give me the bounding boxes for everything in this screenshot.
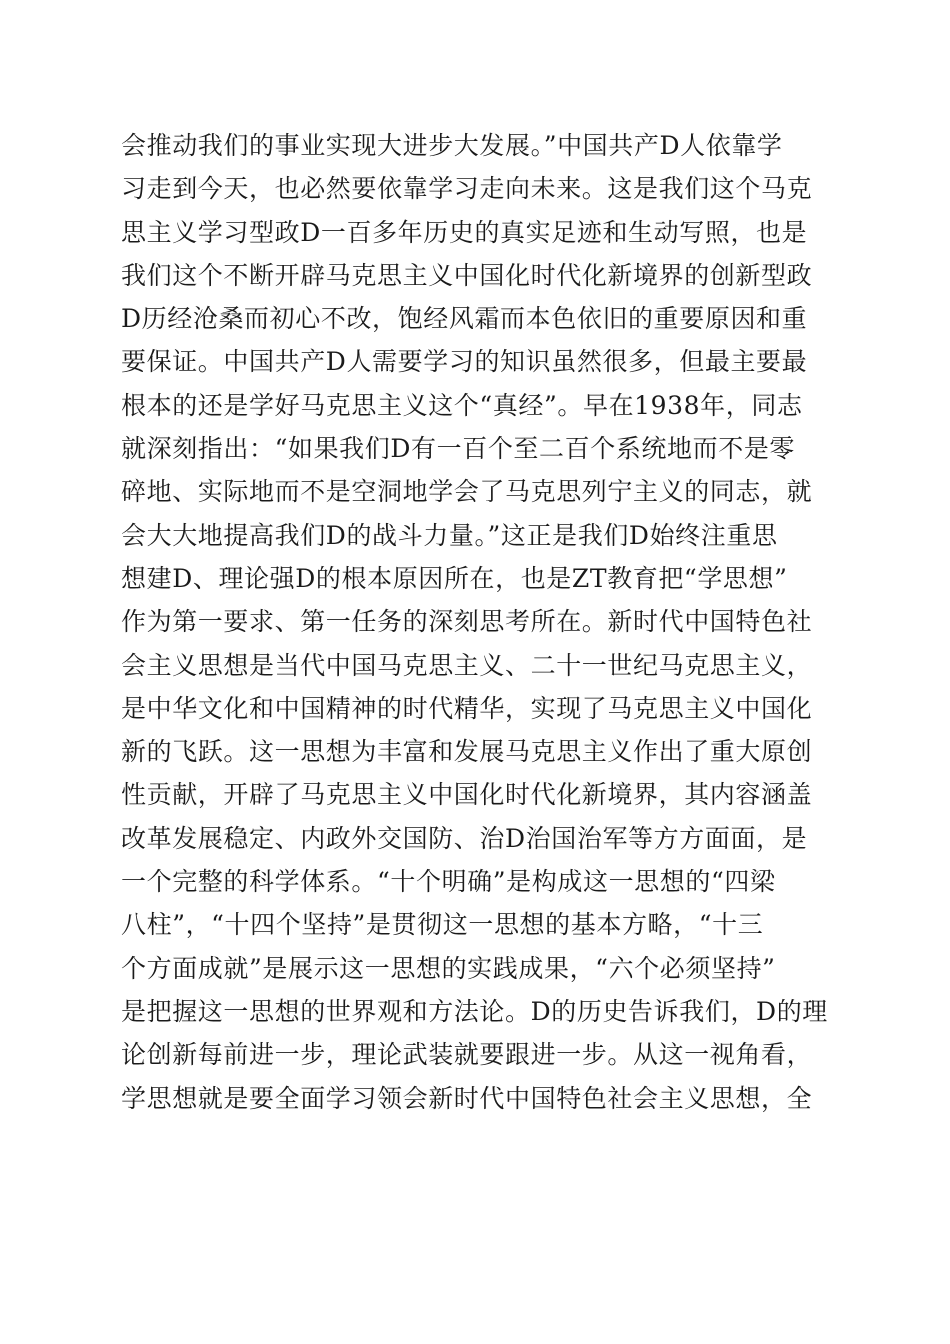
text-line: 我们这个不断开辟马克思主义中国化时代化新境界的创新型政 <box>121 260 813 290</box>
text-line: 性贡献，开辟了马克思主义中国化时代化新境界，其内容涵盖 <box>121 780 813 810</box>
text-line: 一个完整的科学体系。“十个明确”是构成这一思想的“四梁 <box>121 867 776 897</box>
text-line: 改革发展稳定、内政外交国防、治D治国治军等方方面面，是 <box>121 823 808 853</box>
text-line: 就深刻指出：“如果我们D有一百个至二百个系统地而不是零 <box>121 434 796 464</box>
text-line: 新的飞跃。这一思想为丰富和发展马克思主义作出了重大原创 <box>121 737 813 767</box>
text-line: 是把握这一思想的世界观和方法论。D的历史告诉我们，D的理 <box>121 996 828 1026</box>
text-line: 八柱”，“十四个坚持”是贯彻这一思想的基本方略，“十三 <box>121 910 764 940</box>
text-line: 习走到今天，也必然要依靠学习走向未来。这是我们这个马克 <box>121 174 813 204</box>
text-line: 碎地、实际地而不是空洞地学会了马克思列宁主义的同志，就 <box>121 477 813 507</box>
text-line: 会大大地提高我们D的战斗力量。”这正是我们D始终注重思 <box>121 520 778 550</box>
text-line: 作为第一要求、第一任务的深刻思考所在。新时代中国特色社 <box>121 607 813 637</box>
text-line: 论创新每前进一步，理论武装就要跟进一步。从这一视角看， <box>121 1040 813 1070</box>
text-line: 是中华文化和中国精神的时代精华，实现了马克思主义中国化 <box>121 693 813 723</box>
text-line: 会主义思想是当代中国马克思主义、二十一世纪马克思主义， <box>121 650 813 680</box>
text-line: 学思想就是要全面学习领会新时代中国特色社会主义思想，全 <box>121 1083 813 1113</box>
body-text <box>121 124 828 1120</box>
text-line: 根本的还是学好马克思主义这个“真经”。早在1938年，同志 <box>121 390 803 420</box>
text-line: 个方面成就”是展示这一思想的实践成果，“六个必须坚持” <box>121 953 776 983</box>
text-line: 思主义学习型政D一百多年历史的真实足迹和生动写照，也是 <box>121 217 808 247</box>
text-line: D历经沧桑而初心不改，饱经风霜而本色依旧的重要原因和重 <box>121 304 808 334</box>
text-line: 会推动我们的事业实现大进步大发展。”中国共产D人依靠学 <box>121 131 783 160</box>
text-line: 想建D、理论强D的根本原因所在，也是ZT教育把“学思想” <box>121 563 788 593</box>
text-line: 要保证。中国共产D人需要学习的知识虽然很多，但最主要最 <box>121 347 808 377</box>
